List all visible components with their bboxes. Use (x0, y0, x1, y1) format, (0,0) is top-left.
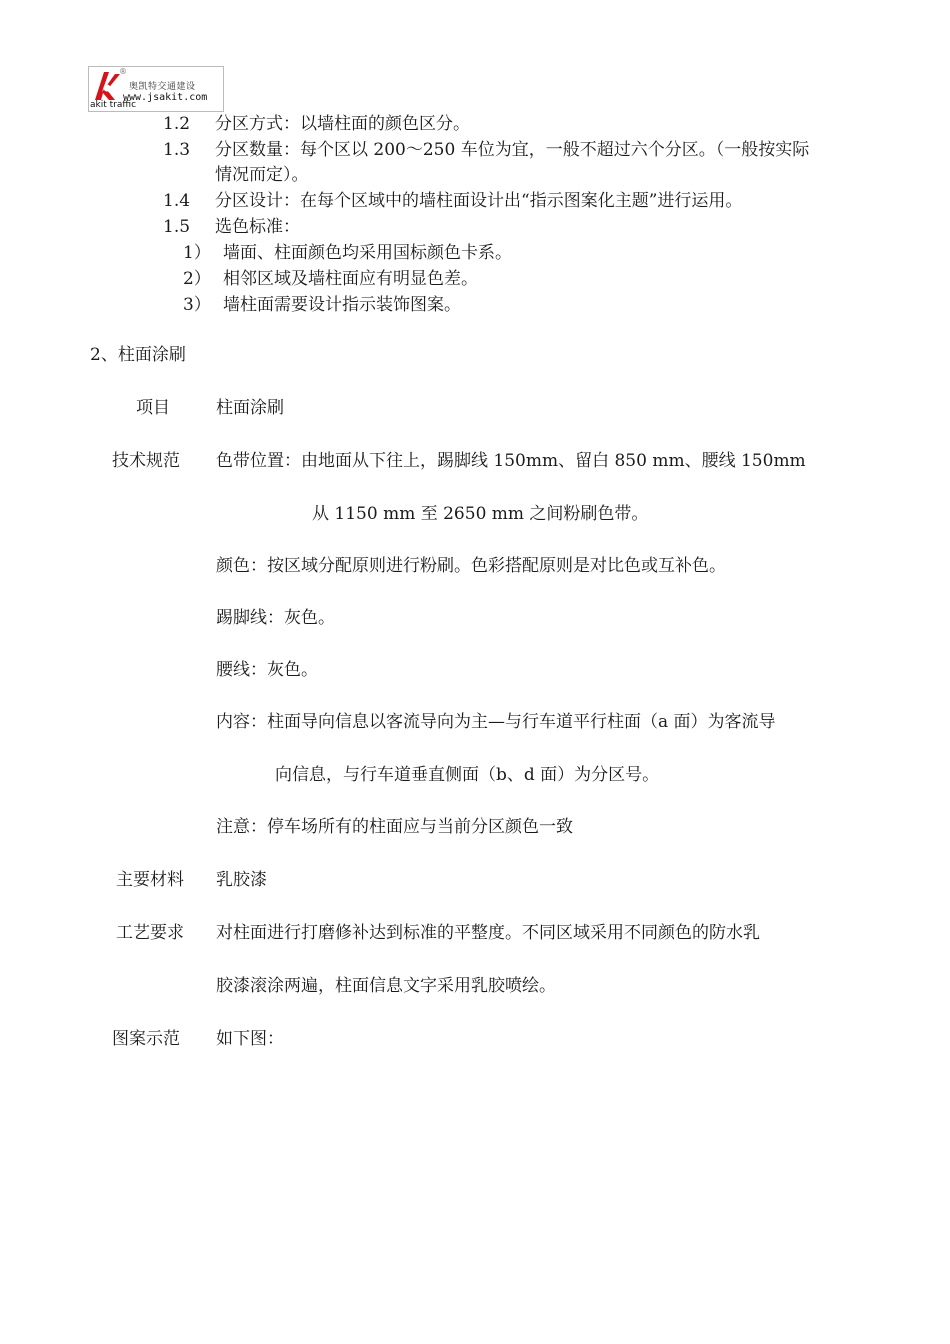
sublist-marker: 2） (183, 269, 211, 289)
row-text: 注意：停车场所有的柱面应与当前分区颜色一致 (216, 817, 573, 837)
logo-chinese-name: 奥凯特交通建设 (129, 82, 196, 92)
list-item-continuation (163, 167, 309, 184)
row-text: 乳胶漆 (216, 870, 267, 890)
list-item (163, 142, 809, 159)
row-label: 主要材料 (116, 870, 184, 890)
row-text: 柱面涂刷 (216, 398, 284, 418)
row-text: 如下图： (216, 1029, 284, 1049)
row-text: 从 1150 mm 至 2650 mm 之间粉刷色带。 (312, 504, 649, 524)
list-item-number: 1.3 (163, 140, 191, 160)
list-item-text: 选色标准： (215, 217, 300, 237)
section-heading: 2、柱面涂刷 (90, 345, 186, 365)
row-text: 向信息，与行车道垂直侧面（b、d 面）为分区号。 (275, 765, 660, 785)
sublist-marker: 3） (183, 295, 211, 315)
list-item-text: 分区方式：以墙柱面的颜色区分。 (215, 114, 470, 134)
sublist-text: 相邻区域及墙柱面应有明显色差。 (223, 269, 478, 289)
company-logo (88, 66, 224, 112)
row-label: 图案示范 (112, 1029, 180, 1049)
list-item-number: 1.4 (163, 191, 191, 211)
row-text: 腰线：灰色。 (216, 660, 318, 680)
row-text: 胶漆滚涂两遍，柱面信息文字采用乳胶喷绘。 (216, 976, 556, 996)
logo-english-name: akit traffic (90, 100, 137, 110)
row-text: 颜色：按区域分配原则进行粉刷。色彩搭配原则是对比色或互补色。 (216, 556, 726, 576)
list-item-number: 1.5 (163, 217, 191, 237)
list-item-text: 分区设计：在每个区域中的墙柱面设计出“指示图案化主题”进行运用。 (215, 191, 743, 211)
list-item (163, 193, 742, 210)
logo-url: www.jsakit.com (123, 92, 208, 103)
row-label: 工艺要求 (116, 923, 184, 943)
row-label: 技术规范 (112, 451, 180, 471)
list-item (163, 116, 470, 133)
row-text: 色带位置：由地面从下往上，踢脚线 150mm、留白 850 mm、腰线 150mm (216, 451, 806, 471)
sublist-marker: 1） (183, 243, 211, 263)
sublist-text: 墙柱面需要设计指示装饰图案。 (223, 295, 461, 315)
row-text: 对柱面进行打磨修补达到标准的平整度。不同区域采用不同颜色的防水乳 (216, 923, 760, 943)
list-item-text: 分区数量：每个区以 200～250 车位为宜，一般不超过六个分区。（一般按实际 (215, 140, 810, 160)
list-item-text: 情况而定）。 (215, 165, 309, 185)
sublist-item (183, 297, 461, 314)
logo-registered-mark: ® (119, 67, 127, 76)
list-item (163, 219, 300, 236)
list-item-number: 1.2 (163, 114, 191, 134)
logo-k-icon (91, 68, 121, 102)
sublist-item (183, 271, 478, 288)
sublist-text: 墙面、柱面颜色均采用国标颜色卡系。 (223, 243, 512, 263)
row-label: 项目 (136, 398, 170, 418)
row-text: 踢脚线：灰色。 (216, 608, 335, 628)
sublist-item (183, 245, 512, 262)
row-text: 内容：柱面导向信息以客流导向为主—与行车道平行柱面（a 面）为客流导 (216, 712, 776, 732)
